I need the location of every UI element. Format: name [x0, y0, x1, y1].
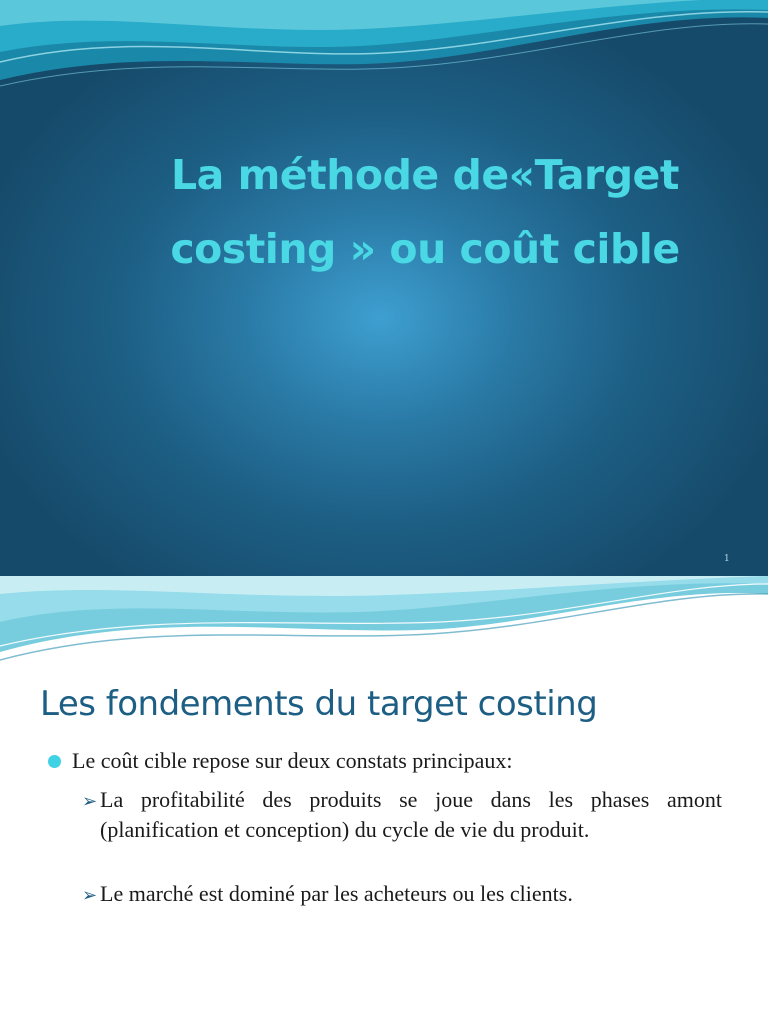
slide-1-title: La méthode de«Target costing » ou coût cible — [170, 151, 680, 273]
sub-bullet-item-1 — [82, 785, 722, 845]
sub-bullet-text-1: La profitabilité des produits se joue dans les phases amont (planification et conception) du cycle de vie du produit. — [100, 787, 722, 842]
bullet-dot-icon — [48, 755, 61, 768]
sub-bullet-item-2 — [82, 879, 722, 909]
bullet-text: Le coût cible repose sur deux constats principaux: — [72, 748, 513, 773]
slide-number: 1 — [724, 554, 730, 564]
slide-2-title: Les fondements du target costing — [40, 684, 598, 724]
arrow-right-icon: ➢ — [82, 791, 98, 812]
sub-bullet-text-2: Le marché est dominé par les acheteurs ou les clients. — [100, 881, 573, 906]
top-wave-decoration — [0, 0, 768, 110]
slide-2 — [0, 576, 768, 1024]
top-wave-decoration — [0, 576, 768, 676]
arrow-right-icon: ➢ — [82, 885, 98, 906]
